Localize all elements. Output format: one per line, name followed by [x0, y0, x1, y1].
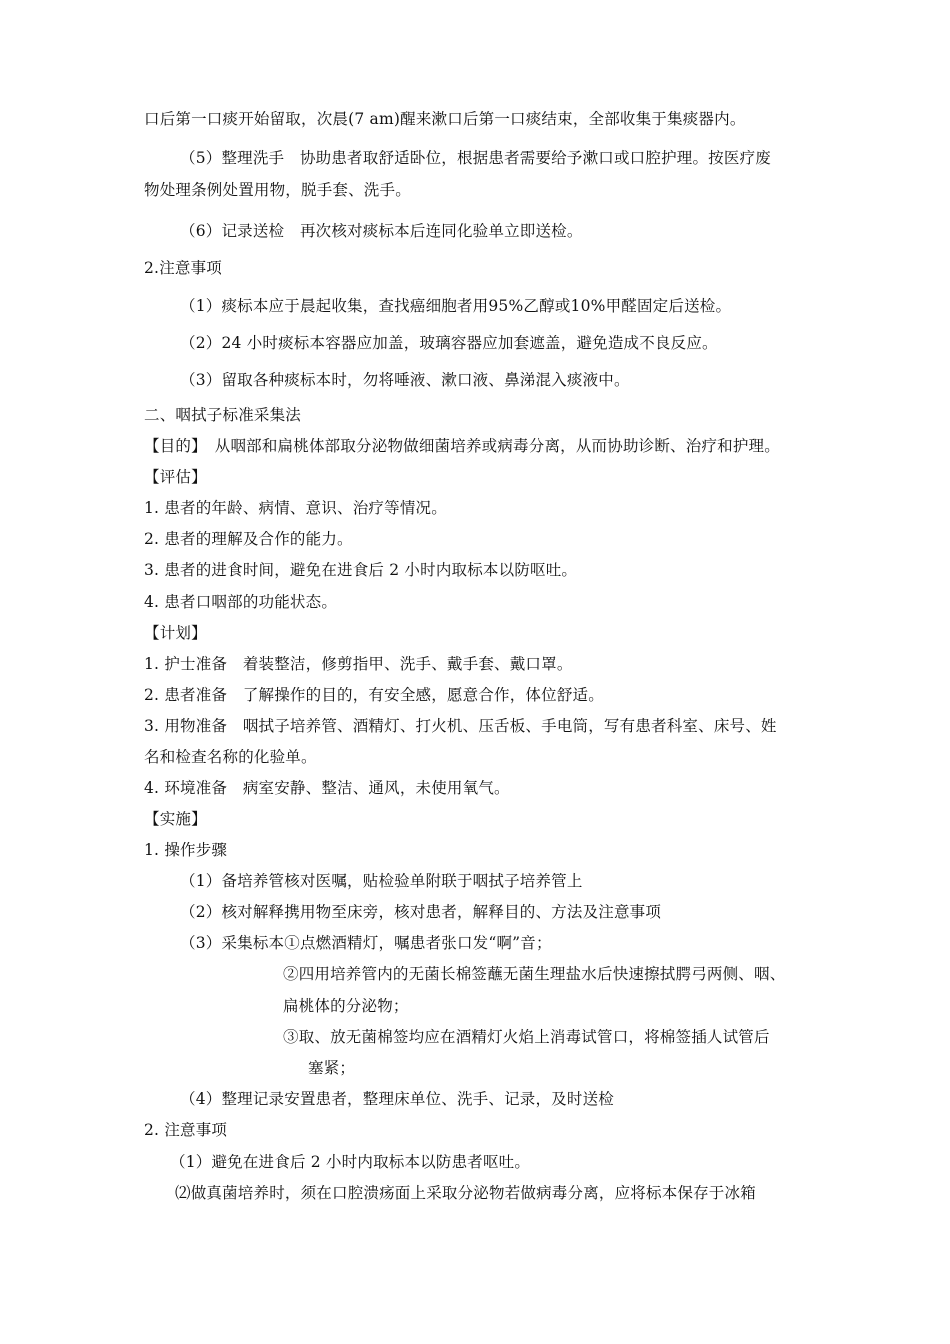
- text-line: （2）核对解释携用物至床旁，核对患者，解释目的、方法及注意事项: [180, 903, 662, 921]
- text-line: 名和检查名称的化验单。: [144, 748, 317, 766]
- text-line: 2. 患者准备 了解操作的目的，有安全感，愿意合作，体位舒适。: [144, 686, 604, 704]
- text-line: 口后第一口痰开始留取，次晨(7 am)醒来漱口后第一口痰结束，全部收集于集痰器内。: [144, 110, 746, 128]
- text-line: ③取、放无菌棉签均应在酒精灯火焰上消毒试管口，将棉签插人试管后: [283, 1028, 770, 1046]
- section-heading: 2. 注意事项: [144, 1121, 228, 1139]
- text-line: 物处理条例处置用物，脱手套、洗手。: [144, 181, 411, 199]
- text-line: 2. 患者的理解及合作的能力。: [144, 530, 353, 548]
- text-line: （1）备培养管核对医嘱，贴检验单附联于咽拭子培养管上: [180, 872, 583, 890]
- text-line: （5）整理洗手 协助患者取舒适卧位，根据患者需要给予漱口或口腔护理。按医疗废: [180, 149, 771, 167]
- section-heading: 【计划】: [144, 624, 207, 642]
- text-line: （1）痰标本应于晨起收集，查找癌细胞者用95%乙醇或10%甲醛固定后送检。: [180, 297, 732, 315]
- text-line: 扁桃体的分泌物；: [283, 997, 409, 1015]
- text-line: （3）采集标本①点燃酒精灯，嘱患者张口发“啊”音；: [180, 934, 552, 952]
- section-heading: 【评估】: [144, 468, 207, 486]
- text-line: 1. 操作步骤: [144, 841, 228, 859]
- text-line: 1. 患者的年龄、病情、意识、治疗等情况。: [144, 499, 447, 517]
- section-heading: 二、咽拭子标准采集法: [144, 406, 302, 424]
- text-line: （1）避免在进食后 2 小时内取标本以防患者呕吐。: [170, 1153, 531, 1171]
- text-line: 4. 环境准备 病室安静、整洁、通风，未使用氧气。: [144, 779, 510, 797]
- text-line: （3）留取各种痰标本时，勿将唾液、漱口液、鼻涕混入痰液中。: [180, 371, 630, 389]
- section-heading: 2.注意事项: [144, 259, 222, 277]
- text-line: 【目的】 从咽部和扁桃体部取分泌物做细菌培养或病毒分离，从而协助诊断、治疗和护理。: [144, 437, 780, 455]
- text-line: 3. 用物准备 咽拭子培养管、酒精灯、打火机、压舌板、手电筒，写有患者科室、床号、姓: [144, 717, 777, 735]
- text-line: ⑵做真菌培养时，须在口腔溃疡面上采取分泌物若做病毒分离，应将标本保存于冰箱: [175, 1184, 756, 1202]
- text-line: （2）24 小时痰标本容器应加盖，玻璃容器应加套遮盖，避免造成不良反应。: [180, 334, 718, 352]
- section-heading: 【实施】: [144, 810, 207, 828]
- text-line: （6）记录送检 再次核对痰标本后连同化验单立即送检。: [180, 222, 583, 240]
- text-line: （4）整理记录安置患者，整理床单位、洗手、记录，及时送检: [180, 1090, 614, 1108]
- text-line: 4. 患者口咽部的功能状态。: [144, 593, 338, 611]
- text-line: ②四用培养管内的无菌长棉签蘸无菌生理盐水后快速擦拭腭弓两侧、咽、: [283, 965, 786, 983]
- text-line: 3. 患者的进食时间，避免在进食后 2 小时内取标本以防呕吐。: [144, 561, 578, 579]
- text-line: 塞紧；: [308, 1059, 356, 1077]
- text-line: 1. 护士准备 着装整洁，修剪指甲、洗手、戴手套、戴口罩。: [144, 655, 573, 673]
